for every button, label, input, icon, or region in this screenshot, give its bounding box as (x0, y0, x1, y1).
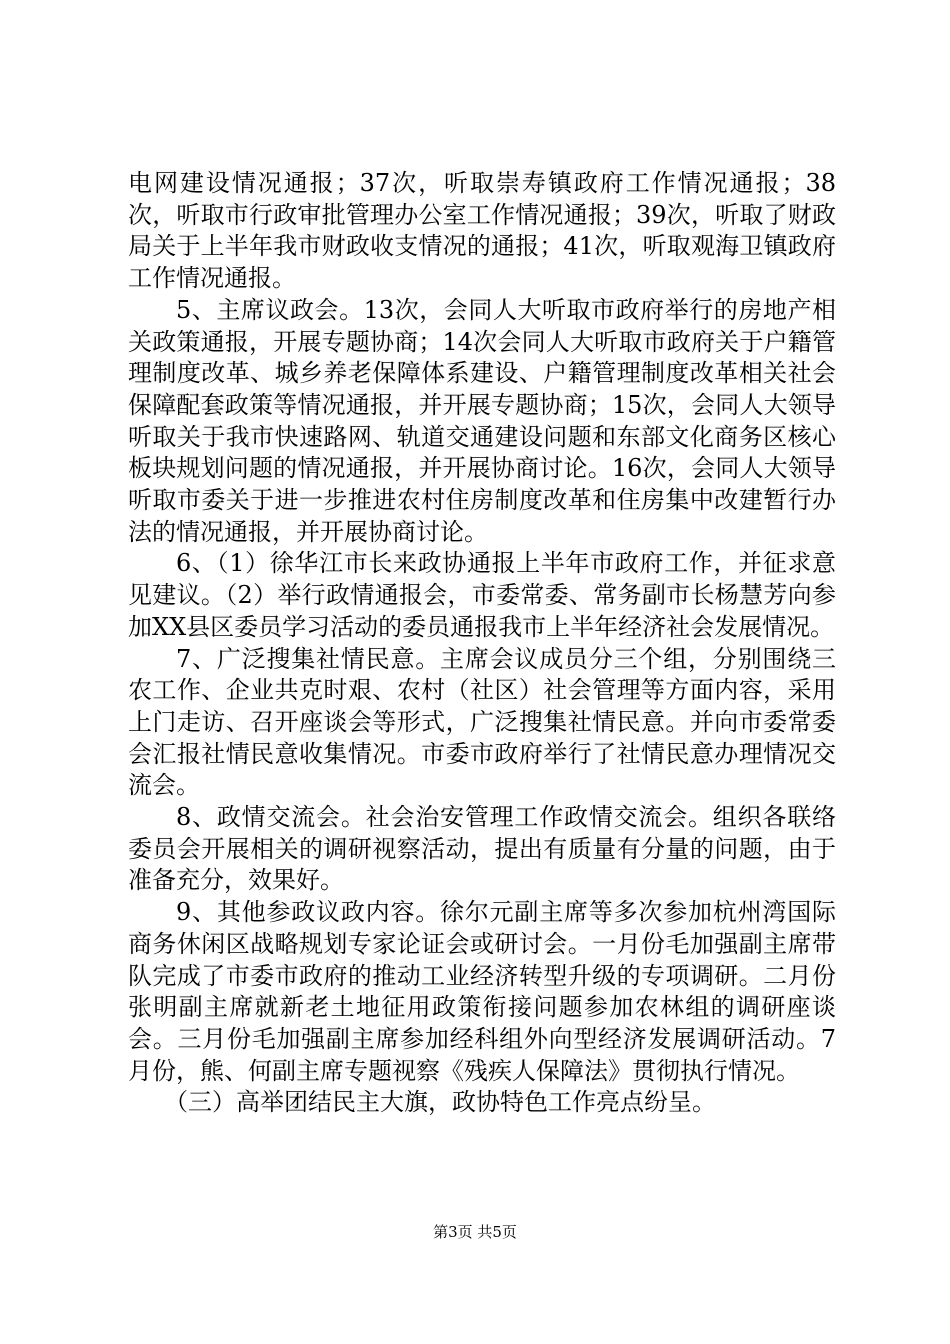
document-body (128, 168, 836, 1119)
paragraph-continuation: 电网建设情况通报；37次，听取崇寿镇政府工作情况通报；38次，听取市行政审批管理办公室工作情况通报；39次，听取了财政局关于上半年我市财政收支情况的通报；41次，听取观海卫镇政府工作情况通报。 (128, 169, 836, 293)
paragraph-item-9: 9、其他参政议政内容。徐尔元副主席等多次参加杭州湾国际商务休闲区战略规划专家论证会或研讨会。一月份毛加强副主席带队完成了市委市政府的推动工业经济转型升级的专项调研。二月份张明副主席就新老土地征用政策衔接问题参加农林组的调研座谈会。三月份毛加强副主席参加经科组外向型经济发展调研活动。7月份，熊、何副主席专题视察《残疾人保障法》贯彻执行情况。 (128, 898, 836, 1085)
page-number-label: 第3页 共5页 (433, 1223, 517, 1241)
section-heading-3: （三）高举团结民主大旗，政协特色工作亮点纷呈。 (164, 1088, 716, 1117)
paragraph-item-6: 6、（1）徐华江市长来政协通报上半年市政府工作，并征求意见建议。（2）举行政情通报会，市委常委、常务副市长杨慧芳向参加XX县区委员学习活动的委员通报我市上半年经济社会发展情况。 (128, 549, 836, 641)
page-footer (0, 1222, 950, 1242)
paragraph-item-8: 8、政情交流会。社会治安管理工作政情交流会。组织各联络委员会开展相关的调研视察活动，提出有质量有分量的问题，由于准备充分，效果好。 (128, 803, 836, 895)
paragraph-item-7: 7、广泛搜集社情民意。主席会议成员分三个组，分别围绕三农工作、企业共克时艰、农村（社区）社会管理等方面内容，采用上门走访、召开座谈会等形式，广泛搜集社情民意。并向市委常委会汇报社情民意收集情况。市委市政府举行了社情民意办理情况交流会。 (128, 644, 836, 800)
paragraph-item-5: 5、主席议政会。13次，会同人大听取市政府举行的房地产相关政策通报，开展专题协商；14次会同人大听取市政府关于户籍管理制度改革、城乡养老保障体系建设、户籍管理制度改革相关社会保障配套政策等情况通报，并开展专题协商；15次，会同人大领导听取关于我市快速路网、轨道交通建设问题和东部文化商务区核心板块规划问题的情况通报，并开展协商讨论。16次，会同人大领导听取市委关于进一步推进农村住房制度改革和住房集中改建暂行办法的情况通报，并开展协商讨论。 (128, 295, 836, 546)
